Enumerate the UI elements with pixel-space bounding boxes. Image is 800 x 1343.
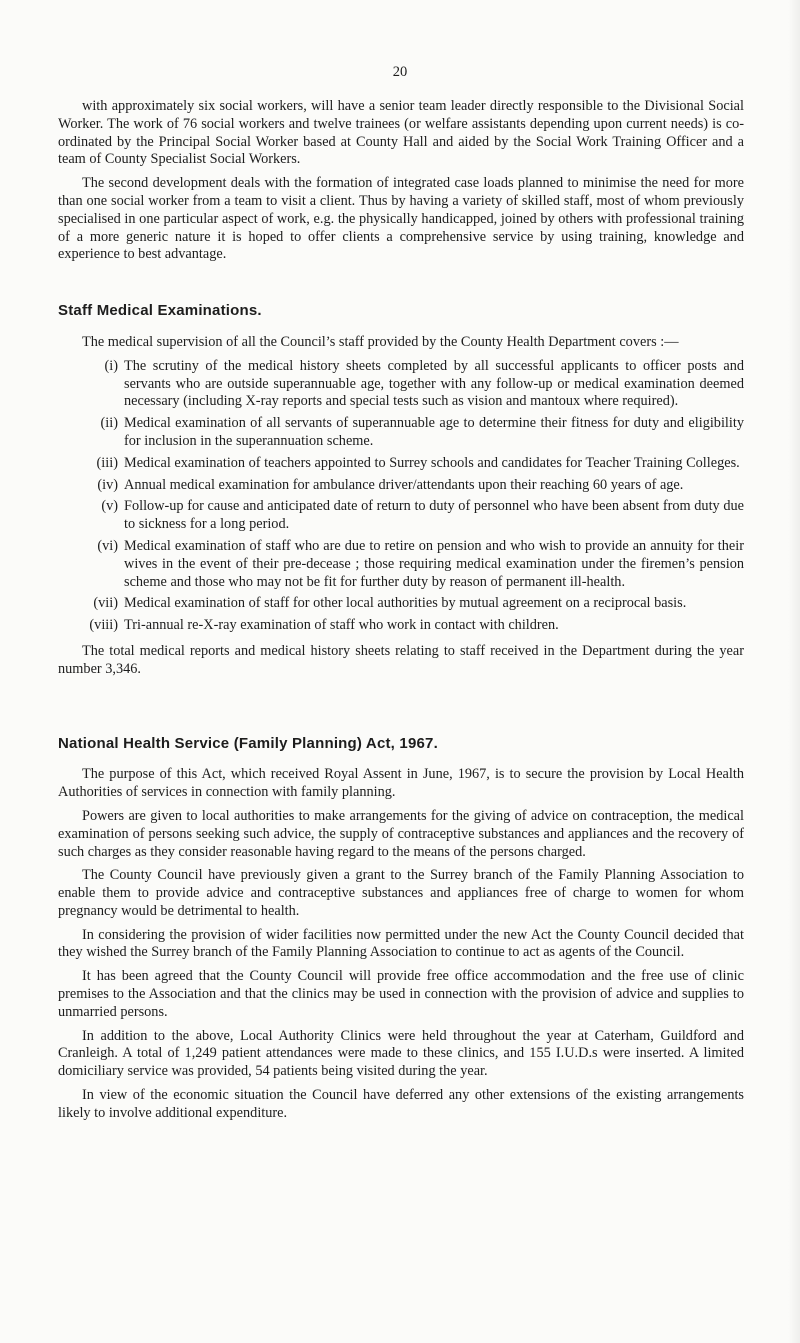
list-item-number: (viii) (89, 617, 118, 634)
staff-intro-paragraph: The medical supervision of all the Council’s staff provided by the County Health Department covers :— (82, 333, 679, 350)
list-item-number: (iii) (96, 454, 118, 471)
list-item-text: Medical examination of staff who are due to retire on pension and who wish to provide an annuity for their wives in the event of their pre-decease ; those requiring medical examination under the firemen’s pension scheme and those who may not be fit for further duty by reason of permanent ill-health. (124, 537, 744, 590)
nhs-paragraph: The County Council have previously given a grant to the Surrey branch of the Family Planning Association to enable them to provide advice and contraceptive substances and appliances free of charge to women for whom pregnancy would be detrimental to health. (58, 867, 744, 919)
list-item-text: The scrutiny of the medical history sheets completed by all successful applicants to officer posts and servants who are outside superannuable age, together with any follow-up or medical examination deemed necessary (including X-ray reports and special tests such as vision and mantoux where required). (124, 357, 744, 410)
staff-examination-list (58, 358, 744, 635)
nhs-paragraph: The purpose of this Act, which received Royal Assent in June, 1967, is to secure the provision by Local Health Authorities of services in connection with family planning. (58, 766, 744, 801)
page-content (58, 98, 744, 1129)
section-heading-staff-medical: Staff Medical Examinations. (58, 302, 262, 320)
page-number: 20 (392, 64, 408, 80)
list-item-number: (i) (104, 357, 118, 374)
list-item-text: Medical examination of teachers appointed to Surrey schools and candidates for Teacher Training Colleges. (124, 454, 740, 471)
nhs-paragraph: In view of the economic situation the Council have deferred any other extensions of the existing arrangements likely to involve additional expenditure. (58, 1087, 744, 1121)
list-item-text: Medical examination of all servants of superannuable age to determine their fitness for duty and eligibility for inclusion in the superannuation scheme. (124, 415, 744, 449)
list-item-text: Tri-annual re-X-ray examination of staff who work in contact with children. (124, 617, 559, 634)
page-edge-shadow (788, 0, 800, 1343)
list-item (58, 617, 744, 635)
nhs-paragraph: It has been agreed that the County Council will provide free office accommodation and the free use of clinic premises to the Association and that the clinics may be used in connection with the provision of advice and supplies to unmarried persons. (58, 968, 744, 1020)
list-item (58, 358, 744, 411)
list-item (58, 498, 744, 534)
list-item-text: Annual medical examination for ambulance driver/attendants upon their reaching 60 years of age. (124, 476, 684, 493)
intro-paragraph: The second development deals with the formation of integrated case loads planned to minimise the need for more than one social worker from a team to visit a client. Thus by having a variety of skilled staff, most of whom previously specialised in one particular aspect of work, e.g. the physically handicapped, joined by others with professional training of a more generic nature it is hoped to offer clients a comprehensive service by using training, knowledge and experience to best advantage. (58, 175, 744, 263)
nhs-paragraph: Powers are given to local authorities to make arrangements for the giving of advice on contraception, the medical examination of persons seeking such advice, the supply of contraceptive substances and appliances and the recovery of such charges as they consider reasonable having regard to the means of the persons charged. (58, 807, 744, 860)
nhs-paragraph: In addition to the above, Local Authority Clinics were held throughout the year at Caterham, Guildford and Cranleigh. A total of 1,249 patient attendances were made to these clinics, and 155 I.U.D.s were inserted. A limited domiciliary service was provided, 54 patients being visited during the year. (58, 1027, 744, 1080)
list-item-text: Medical examination of staff for other local authorities by mutual agreement on a reciprocal basis. (124, 595, 687, 612)
list-item (58, 455, 744, 473)
list-item-number: (vi) (97, 537, 118, 554)
list-item-number: (iv) (97, 476, 118, 493)
nhs-paragraph: In considering the provision of wider facilities now permitted under the new Act the County Council decided that they wished the Surrey branch of the Family Planning Association to continue to act as agents of the Council. (58, 926, 744, 961)
list-item (58, 477, 744, 495)
list-item-number: (ii) (100, 415, 118, 432)
intro-paragraph: with approximately six social workers, will have a senior team leader directly responsible to the Divisional Social Worker. The work of 76 social workers and twelve trainees (or welfare assistants depending upon current needs) is co-ordinated by the Principal Social Worker based at County Hall and aided by the Social Work Training Officer and a team of County Specialist Social Workers. (58, 98, 744, 168)
list-item (58, 415, 744, 451)
list-item-text: Follow-up for cause and anticipated date of return to duty of personnel who have been absent from duty due to sickness for a long period. (124, 498, 744, 533)
list-item-number: (vii) (93, 595, 118, 612)
list-item (58, 538, 744, 591)
list-item-number: (v) (101, 498, 118, 515)
list-item (58, 595, 744, 613)
section-heading-family-planning-act: National Health Service (Family Planning) Act, 1967. (58, 734, 438, 752)
staff-closing-paragraph: The total medical reports and medical history sheets relating to staff received in the Department during the year number 3,346. (58, 642, 744, 677)
